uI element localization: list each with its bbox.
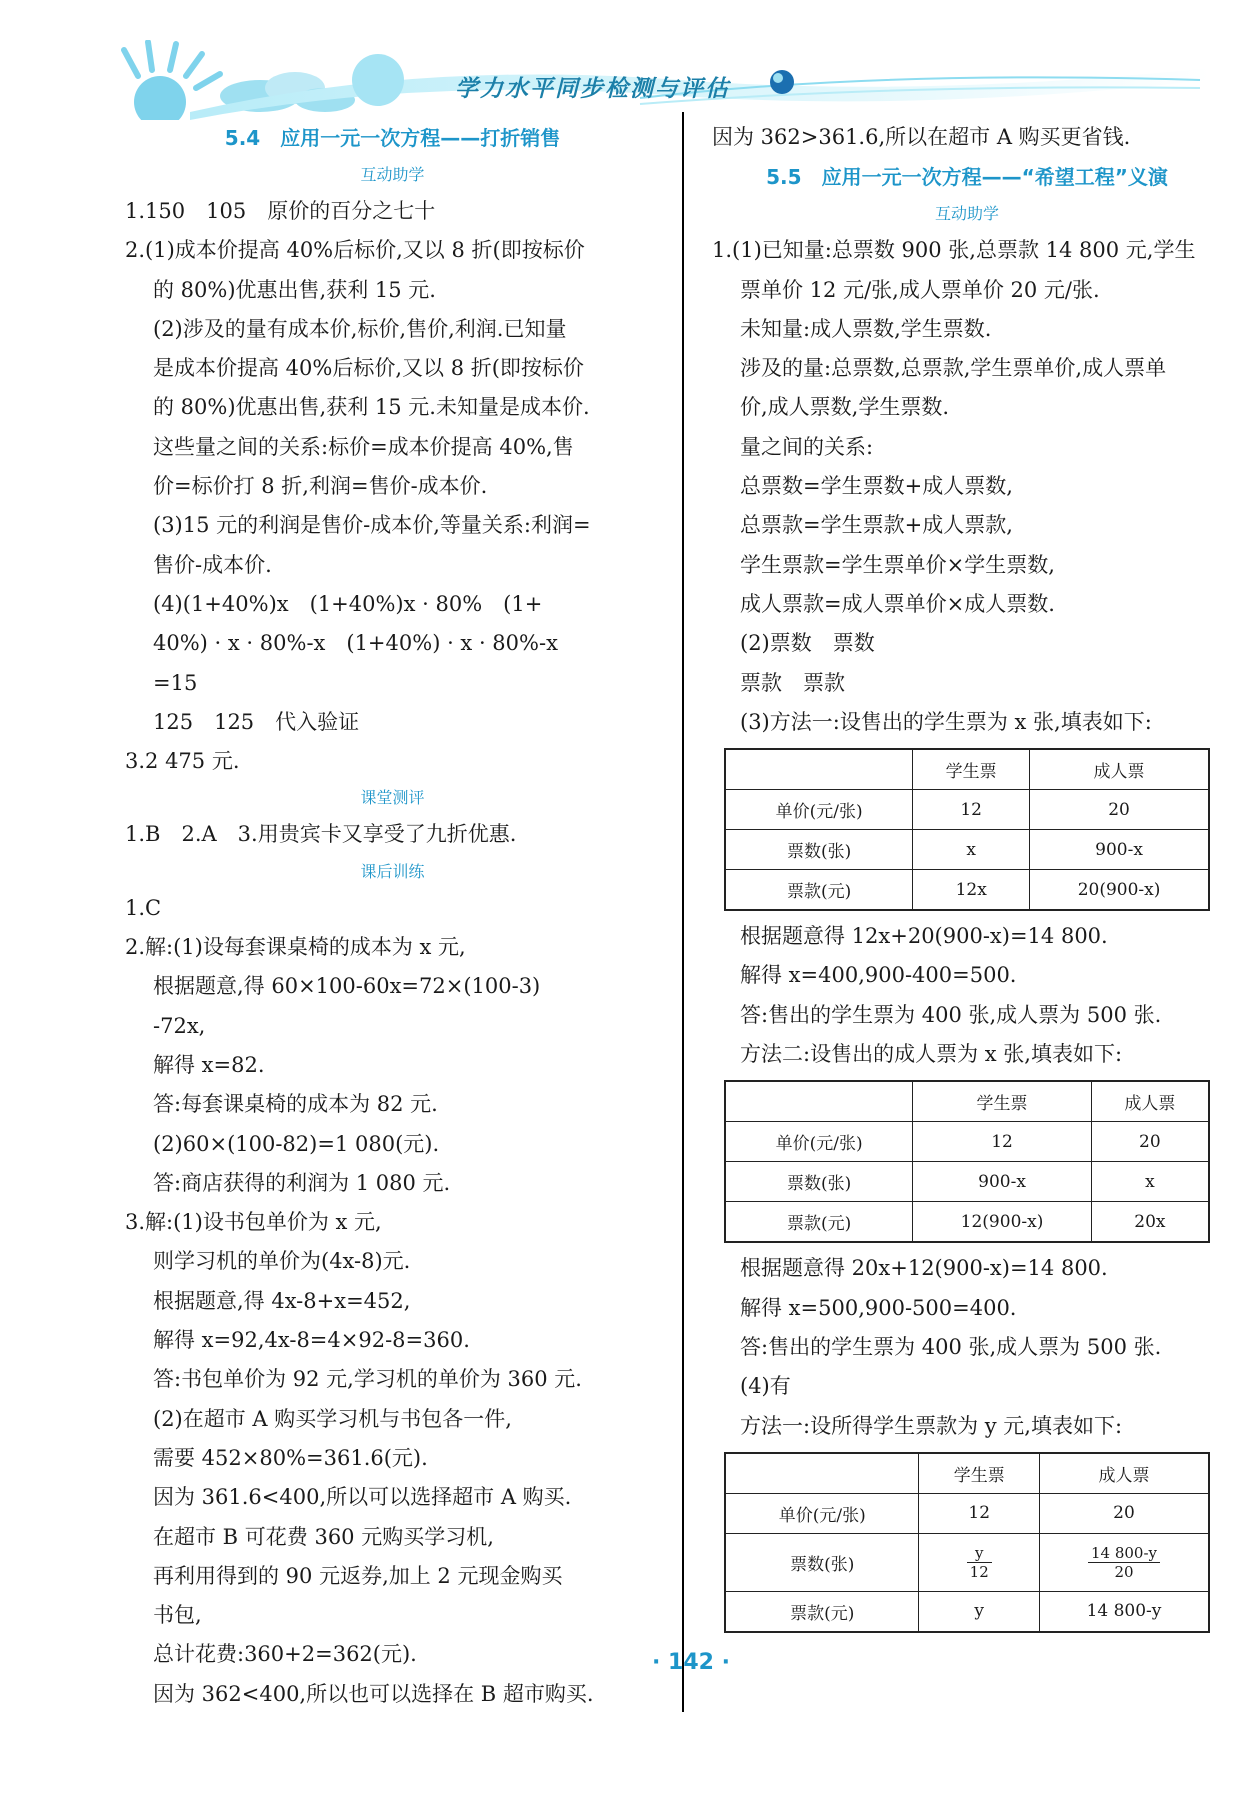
answer-line: 解得 x=500,900-500=400.	[740, 1295, 1017, 1320]
answer-line: 价=标价打 8 折,利润=售价-成本价.	[153, 474, 488, 499]
table-cell: 12(900-x)	[913, 1202, 1091, 1243]
fraction-numerator: 14 800-y	[1088, 1544, 1160, 1563]
table-cell: 20	[1091, 1122, 1209, 1162]
subheading-hudong: 互动助学	[934, 204, 999, 224]
table-cell	[725, 749, 913, 790]
table-cell: 学生票	[919, 1453, 1040, 1494]
table-cell: 票数(张)	[725, 1533, 919, 1591]
column-divider	[682, 112, 684, 1712]
answer-line: 3.解:(1)设书包单价为 x 元,	[125, 1210, 382, 1235]
table-method-y	[724, 1452, 1210, 1633]
table-cell: 学生票	[913, 1081, 1091, 1122]
table-cell: 12	[913, 1122, 1091, 1162]
table-cell: 12	[913, 790, 1030, 830]
answer-line: 答:售出的学生票为 400 张,成人票为 500 张.	[740, 1334, 1162, 1359]
answer-line: (3)15 元的利润是售价-成本价,等量关系:利润=	[153, 513, 591, 538]
table-cell: x	[1091, 1162, 1209, 1202]
table-cell: y	[919, 1591, 1040, 1632]
answer-line: 125 125 代入验证	[153, 709, 360, 734]
fraction-denominator: 20	[1114, 1562, 1134, 1581]
answer-line: 的 80%)优惠出售,获利 15 元.未知量是成本价.	[153, 395, 590, 420]
table-row	[725, 830, 1209, 870]
answer-line: -72x,	[153, 1013, 206, 1038]
table-cell: 票数(张)	[725, 830, 913, 870]
globe-icon	[770, 70, 794, 94]
table-cell: x	[913, 830, 1030, 870]
answer-line: (2)涉及的量有成本价,标价,售价,利润.已知量	[153, 316, 567, 341]
right-column	[712, 118, 1222, 1639]
answer-line: 学生票款=学生票单价×学生票数,	[740, 552, 1055, 577]
table-row	[725, 790, 1209, 830]
fraction-denominator: 12	[969, 1562, 989, 1581]
answer-line: 票单价 12 元/张,成人票单价 20 元/张.	[740, 277, 1100, 302]
table-cell: 单价(元/张)	[725, 1493, 919, 1533]
fraction	[967, 1544, 992, 1581]
table-cell: 成人票	[1039, 1453, 1209, 1494]
answer-line: 未知量:成人票数,学生票数.	[740, 316, 992, 341]
table-cell: 12	[919, 1493, 1040, 1533]
answer-line: 价,成人票数,学生票数.	[740, 395, 950, 420]
subheading-ketang: 课堂测评	[360, 788, 425, 808]
answer-line: 40%) · x · 80%-x (1+40%) · x · 80%-x	[153, 631, 558, 656]
answer-line: 根据题意得 20x+12(900-x)=14 800.	[740, 1256, 1108, 1281]
table-cell: 20	[1030, 790, 1209, 830]
answer-line: 书包,	[153, 1603, 202, 1628]
table-cell: 900-x	[1030, 830, 1209, 870]
answer-line: 根据题意,得 4x-8+x=452,	[153, 1288, 411, 1313]
table-method-1	[724, 748, 1210, 911]
answer-line: 方法二:设售出的成人票为 x 张,填表如下:	[740, 1042, 1123, 1067]
table-row	[725, 1081, 1209, 1122]
answer-line: 3.2 475 元.	[125, 749, 240, 774]
table-cell: 20x	[1091, 1202, 1209, 1243]
table-row	[725, 1202, 1209, 1243]
answer-line: 在超市 B 可花费 360 元购买学习机,	[153, 1524, 494, 1549]
answer-line: 1.150 105 原价的百分之七十	[125, 199, 436, 223]
table-cell: 票款(元)	[725, 1202, 913, 1243]
answer-line: 总计花费:360+2=362(元).	[153, 1642, 417, 1667]
table-row	[725, 870, 1209, 911]
subheading-hudong: 互动助学	[360, 165, 425, 184]
subheading-kehou: 课后训练	[360, 861, 425, 881]
left-column	[125, 118, 660, 1714]
answer-line: 是成本价提高 40%后标价,又以 8 折(即按标价	[153, 356, 584, 381]
table-cell: 成人票	[1030, 749, 1209, 790]
answer-line: 答:商店获得的利润为 1 080 元.	[153, 1170, 451, 1195]
answer-line: (3)方法一:设售出的学生票为 x 张,填表如下:	[740, 709, 1152, 734]
answer-line: 解得 x=92,4x-8=4×92-8=360.	[153, 1328, 470, 1353]
table-cell: 票款(元)	[725, 1591, 919, 1632]
table-row	[725, 1533, 1209, 1591]
answer-line: 1.C	[125, 895, 162, 920]
answer-line: 2.解:(1)设每套课桌椅的成本为 x 元,	[125, 935, 466, 960]
answer-line: 因为 362<400,所以也可以选择在 B 超市购买.	[153, 1681, 594, 1706]
answer-line: 成人票款=成人票单价×成人票数.	[740, 591, 1055, 616]
table-cell: 票款(元)	[725, 870, 913, 911]
table-cell	[919, 1533, 1040, 1591]
answer-line: 总票款=学生票款+成人票款,	[740, 513, 1013, 538]
answer-line: 1.B 2.A 3.用贵宾卡又享受了九折优惠.	[125, 822, 517, 847]
table-row	[725, 1122, 1209, 1162]
answer-line: (2)票数 票数	[740, 631, 875, 656]
header-title: 学力水平同步检测与评估	[455, 76, 730, 102]
table-cell: 20(900-x)	[1030, 870, 1209, 911]
answer-line: 的 80%)优惠出售,获利 15 元.	[153, 277, 436, 302]
answer-line: =15	[153, 670, 198, 695]
section-title-5-4: 5.4 应用一元一次方程——打折销售	[224, 126, 561, 150]
answer-line: 根据题意,得 60×100-60x=72×(100-3)	[153, 974, 541, 999]
table-cell: 票数(张)	[725, 1162, 913, 1202]
table-row	[725, 749, 1209, 790]
fraction-numerator: y	[967, 1544, 992, 1563]
answer-line: 根据题意得 12x+20(900-x)=14 800.	[740, 924, 1108, 949]
table-cell: 学生票	[913, 749, 1030, 790]
answer-line: 因为 361.6<400,所以可以选择超市 A 购买.	[153, 1485, 572, 1510]
answer-line: 答:每套课桌椅的成本为 82 元.	[153, 1092, 438, 1117]
answer-line: 售价-成本价.	[153, 552, 272, 577]
answer-line: 涉及的量:总票数,总票款,学生票单价,成人票单	[740, 356, 1167, 381]
table-row	[725, 1453, 1209, 1494]
answer-line: 方法一:设所得学生票款为 y 元,填表如下:	[740, 1413, 1123, 1438]
answer-line: 1.(1)已知量:总票数 900 张,总票款 14 800 元,学生	[712, 238, 1196, 263]
answer-line: (2)在超市 A 购买学习机与书包各一件,	[153, 1406, 512, 1431]
page-number: · 142 ·	[652, 1650, 730, 1675]
table-cell: 14 800-y	[1039, 1591, 1209, 1632]
answer-line: 解得 x=82.	[153, 1052, 265, 1077]
answer-line: 需要 452×80%=361.6(元).	[153, 1445, 428, 1470]
answer-line: 2.(1)成本价提高 40%后标价,又以 8 折(即按标价	[125, 238, 585, 263]
answer-line: (4)有	[740, 1374, 791, 1399]
fraction	[1088, 1544, 1160, 1581]
table-cell: 20	[1039, 1493, 1209, 1533]
table-cell: 单价(元/张)	[725, 790, 913, 830]
table-row	[725, 1162, 1209, 1202]
answer-line: (2)60×(100-82)=1 080(元).	[153, 1131, 440, 1156]
table-cell	[1039, 1533, 1209, 1591]
answer-line: 这些量之间的关系:标价=成本价提高 40%,售	[153, 434, 574, 459]
answer-line: 则学习机的单价为(4x-8)元.	[153, 1249, 411, 1274]
sun-icon	[124, 42, 220, 120]
table-cell: 单价(元/张)	[725, 1122, 913, 1162]
answer-line: 因为 362>361.6,所以在超市 A 购买更省钱.	[712, 125, 1131, 149]
table-cell: 12x	[913, 870, 1030, 911]
table-method-2	[724, 1080, 1210, 1243]
answer-line: 票款 票款	[740, 670, 845, 695]
answer-line: (4)(1+40%)x (1+40%)x · 80% (1+	[153, 591, 543, 616]
table-cell: 成人票	[1091, 1081, 1209, 1122]
table-cell: 900-x	[913, 1162, 1091, 1202]
table-row	[725, 1493, 1209, 1533]
answer-line: 总票数=学生票数+成人票数,	[740, 474, 1013, 499]
answer-line: 再利用得到的 90 元返券,加上 2 元现金购买	[153, 1563, 563, 1588]
answer-line: 答:售出的学生票为 400 张,成人票为 500 张.	[740, 1002, 1162, 1027]
table-row	[725, 1591, 1209, 1632]
table-cell	[725, 1081, 913, 1122]
answer-line: 答:书包单价为 92 元,学习机的单价为 360 元.	[153, 1367, 582, 1392]
answer-line: 量之间的关系:	[740, 434, 874, 459]
answer-line: 解得 x=400,900-400=500.	[740, 963, 1017, 988]
section-title-5-5: 5.5 应用一元一次方程——“希望工程”义演	[766, 165, 1168, 190]
table-cell	[725, 1453, 919, 1494]
